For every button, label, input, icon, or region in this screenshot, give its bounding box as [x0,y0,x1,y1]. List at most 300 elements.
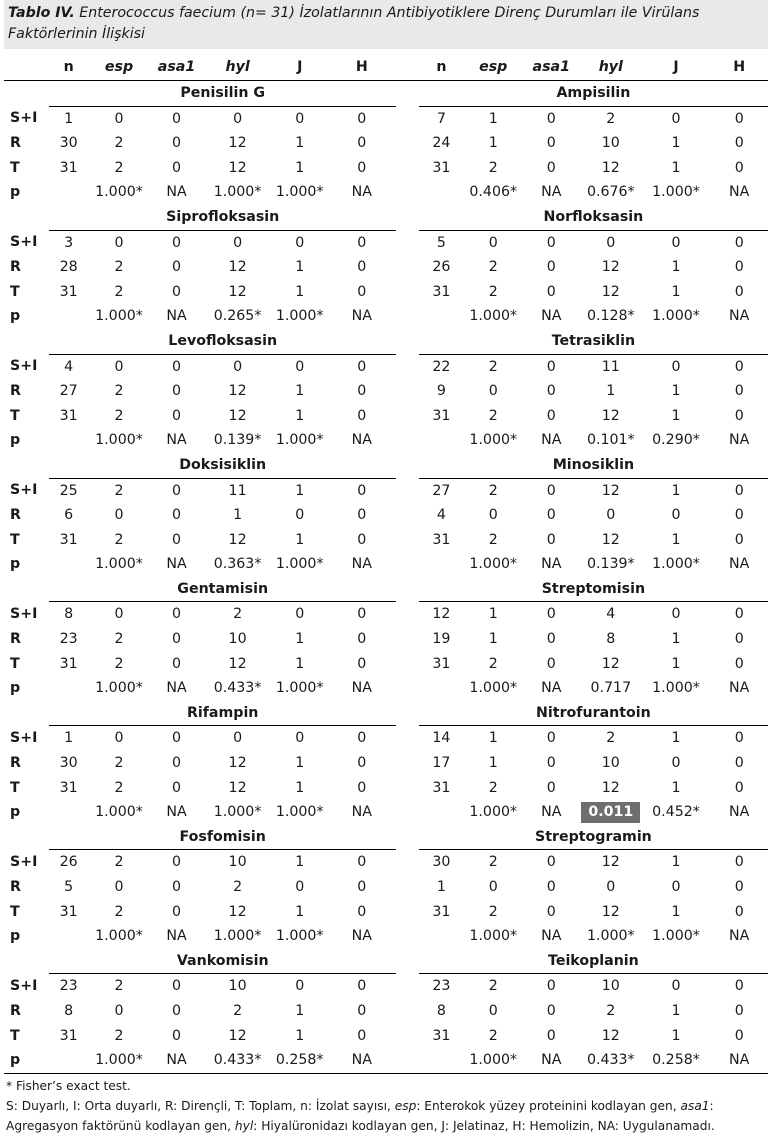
cell-left-esp: 2 [114,531,124,548]
cell-left-j: 0 [295,234,305,251]
cell-right-n: 31 [432,1027,451,1044]
cell-right-j: 1.000* [652,928,700,945]
header-j-right: J [642,55,711,81]
cell-left-asa1: 0 [171,903,181,920]
cell-left-hyl: 12 [228,407,247,424]
cell-left-hyl: 2 [233,606,243,623]
cell-right-asa1: NA [541,308,562,325]
column-gap [396,528,419,553]
cell-left-asa1: 0 [171,383,181,400]
column-gap [396,552,419,577]
cell-right-esp: 2 [488,978,498,995]
cell-right-esp: 2 [488,779,498,796]
cell-right-hyl: 12 [601,283,620,300]
drug-title-pad [4,81,49,107]
row-label: T [10,779,20,796]
cell-right-n: 12 [432,606,451,623]
cell-right-n: 31 [432,655,451,672]
drug-title-pad [4,329,49,354]
cell-right-h: 0 [734,135,744,152]
cell-left-h: 0 [357,482,367,499]
column-gap [396,404,419,429]
cell-right-esp: 2 [488,283,498,300]
data-row [4,230,768,255]
header-asa1-left: asa1 [150,55,203,81]
cell-left-asa1: 0 [171,234,181,251]
cell-right-asa1: 0 [546,531,556,548]
cell-left-n: 31 [59,903,78,920]
cell-left-j: 1 [295,854,305,871]
cell-left-n: 23 [59,978,78,995]
cell-right-hyl: 10 [601,135,620,152]
data-row [4,131,768,156]
table-footnote [4,1076,768,1136]
cell-left-hyl: 0.433* [213,680,262,697]
cell-right-esp: 1 [488,730,498,747]
cell-left-esp: 1.000* [95,184,143,201]
drug-title-row [4,701,768,726]
cell-right-asa1: 0 [546,755,556,772]
column-gap [396,701,419,726]
data-row [4,304,768,329]
cell-right-h: NA [710,1048,768,1073]
resistance-virulence-table [4,55,768,1074]
cell-left-asa1: NA [166,804,187,821]
column-gap [396,602,419,627]
cell-left-hyl: 0 [233,730,243,747]
column-gap [396,131,419,156]
cell-right-j: 0.452* [652,804,700,821]
cell-left-asa1: NA [166,928,187,945]
header-asa1-right: asa1 [523,55,581,81]
cell-left-n [49,552,88,577]
cell-right-esp: 1 [488,631,498,648]
cell-right-h: 0 [734,606,744,623]
cell-left-hyl: 12 [228,135,247,152]
cell-left-j: 1.000* [275,680,324,697]
data-row [4,180,768,205]
cell-left-h: 0 [357,531,367,548]
cell-left-hyl: 0.139* [213,432,262,449]
drug-title-row [4,81,768,107]
row-label: R [10,631,21,648]
cell-left-n [49,304,88,329]
cell-left-n: 1 [64,730,74,747]
row-label: S+I [10,358,38,375]
cell-right-esp: 1.000* [469,432,518,449]
cell-right-n: 7 [436,110,446,127]
cell-right-j: 0 [671,978,681,995]
cell-right-j: 1 [671,655,681,672]
data-row [4,379,768,404]
header-gap [396,55,419,81]
row-label: R [10,1002,21,1019]
drug-name-left: Rifampin [49,701,396,726]
cell-left-hyl: 12 [228,755,247,772]
cell-left-h: 0 [357,655,367,672]
cell-right-n: 31 [432,531,451,548]
cell-right-asa1: 0 [546,730,556,747]
cell-left-hyl: 11 [228,482,247,499]
cell-right-j: 0.258* [642,1048,711,1073]
cell-left-esp: 2 [114,854,124,871]
cell-right-h: 0 [734,854,744,871]
cell-right-n: 24 [432,135,451,152]
cell-left-n: 31 [59,655,78,672]
cell-right-asa1: 0 [546,1027,556,1044]
cell-left-esp: 2 [114,159,124,176]
cell-left-j: 0 [295,110,305,127]
cell-right-j: 1 [671,903,681,920]
row-label: p [10,308,21,325]
cell-right-h: 0 [734,755,744,772]
column-gap [396,478,419,503]
drug-name-left: Doksisiklin [49,453,396,478]
cell-right-hyl: 0 [606,507,616,524]
column-gap [396,329,419,354]
cell-right-esp: 1 [488,135,498,152]
cell-right-esp: 0 [488,1002,498,1019]
footnote-text: Agregasyon faktörünü kodlayan gen, [6,1118,235,1133]
cell-left-n [49,800,88,825]
cell-right-asa1: 0 [546,407,556,424]
cell-right-esp: 2 [488,407,498,424]
row-label: R [10,755,21,772]
cell-right-hyl: 1.000* [586,928,635,945]
cell-right-hyl: 2 [606,730,616,747]
cell-left-esp: 2 [114,482,124,499]
cell-right-j: 1 [671,730,681,747]
cell-right-j: 1 [671,259,681,276]
cell-right-esp: 0.406* [469,184,518,201]
cell-right-hyl: 0.101* [586,432,635,449]
drug-title-pad [4,453,49,478]
cell-right-hyl: 12 [601,159,620,176]
cell-right-esp: 1.000* [469,928,518,945]
data-row [4,602,768,627]
footnote-term: asa1 [680,1098,710,1113]
row-label: p [4,1048,49,1073]
footnote-text: : Hiyalüronidazı kodlayan gen, J: Jelatinaz, H: Hemolizin, NA: Uygulanamadı. [253,1118,715,1133]
cell-left-esp: 1.000* [95,680,143,697]
cell-right-asa1: 0 [546,507,556,524]
cell-right-hyl: 0.433* [580,1048,642,1073]
data-row [4,751,768,776]
data-row [4,354,768,379]
drug-title-row [4,329,768,354]
column-gap [396,900,419,925]
data-row [4,503,768,528]
cell-right-n: 5 [436,234,446,251]
cell-right-esp: 2 [488,903,498,920]
cell-left-j: 1.000* [275,804,324,821]
cell-left-esp: 0 [114,507,124,524]
cell-right-hyl: 0.676* [586,184,635,201]
cell-right-n: 9 [436,383,446,400]
significant-p-value-highlight: 0.011 [581,802,640,823]
drug-title-row [4,577,768,602]
cell-right-n [419,304,464,329]
row-label: p [10,680,21,697]
data-row [4,627,768,652]
cell-left-esp: 0 [114,1002,124,1019]
cell-right-j: 0.290* [652,432,700,449]
cell-left-j: 0 [295,358,305,375]
cell-left-hyl: 12 [228,779,247,796]
cell-left-asa1: 0 [171,507,181,524]
cell-left-asa1: 0 [171,407,181,424]
drug-name-right: Nitrofurantoin [419,701,768,726]
cell-right-n: 4 [436,507,446,524]
cell-left-h: 0 [357,779,367,796]
cell-right-esp: 1.000* [469,556,518,573]
cell-right-hyl: 12 [601,779,620,796]
cell-right-h: 0 [734,283,744,300]
row-label: S+I [10,482,38,499]
cell-right-n: 30 [432,854,451,871]
cell-right-j: 0 [671,879,681,895]
footnote-abbreviations-line-2 [6,1116,766,1136]
cell-right-h: 0 [734,358,744,375]
drug-name-right: Minosiklin [419,453,768,478]
column-gap [396,453,419,478]
cell-right-hyl: 12 [601,482,620,499]
cell-left-hyl: 10 [228,854,247,871]
cell-right-esp: 1 [488,755,498,772]
cell-right-h: 0 [734,507,744,524]
cell-left-asa1: NA [150,1048,203,1073]
cell-left-j: 0 [295,978,305,995]
table-body [4,55,768,1073]
cell-right-h: 0 [734,407,744,424]
cell-left-j: 1.000* [275,432,324,449]
column-gap [396,577,419,602]
cell-left-esp: 1.000* [95,432,143,449]
row-label: R [10,507,21,524]
row-label: R [10,879,21,895]
column-gap [396,205,419,230]
cell-right-asa1: NA [541,680,562,697]
cell-left-h: NA [351,432,372,449]
cell-left-asa1: 0 [171,1002,181,1019]
cell-right-h: 0 [734,655,744,672]
cell-left-h: 0 [357,606,367,623]
cell-right-esp: 0 [488,234,498,251]
cell-right-j: 0 [671,755,681,772]
data-row [4,800,768,825]
cell-right-esp: 1 [488,606,498,623]
header-h-left: H [327,55,396,81]
row-label: T [10,283,20,300]
cell-left-hyl: 0 [233,110,243,127]
cell-left-asa1: 0 [171,631,181,648]
column-gap [396,875,419,900]
cell-right-h: 0 [734,779,744,796]
footnote-term: esp [394,1098,417,1113]
cell-left-h: NA [351,308,372,325]
cell-right-h: 0 [734,159,744,176]
column-gap [396,180,419,205]
cell-right-hyl: 12 [601,1027,620,1044]
cell-left-h: 0 [357,159,367,176]
cell-right-j: 1 [671,779,681,796]
cell-right-asa1: 0 [546,110,556,127]
cell-right-n: 22 [432,358,451,375]
cell-right-hyl: 2 [606,1002,616,1019]
cell-right-esp: 1.000* [464,1048,523,1073]
cell-left-asa1: 0 [171,259,181,276]
cell-left-asa1: 0 [171,606,181,623]
header-esp-right: esp [464,55,523,81]
cell-left-n: 31 [59,283,78,300]
column-gap [396,726,419,751]
cell-left-asa1: 0 [171,779,181,796]
cell-left-j: 1 [295,283,305,300]
cell-right-hyl: 0 [606,879,616,895]
cell-right-asa1: 0 [546,159,556,176]
cell-right-asa1: NA [541,184,562,201]
cell-left-hyl: 0.363* [213,556,262,573]
cell-right-hyl: 0 [606,234,616,251]
drug-title-row [4,949,768,974]
cell-right-j: 1 [671,407,681,424]
row-label: T [10,1027,20,1044]
cell-right-n [419,800,464,825]
cell-left-esp: 2 [114,755,124,772]
cell-left-asa1: 0 [171,110,181,127]
cell-right-j: 1.000* [652,680,700,697]
footnote-fisher: * Fisher’s exact test. [6,1078,131,1093]
cell-right-asa1: 0 [546,978,556,995]
data-row [4,1024,768,1049]
cell-right-hyl: 1 [606,383,616,400]
column-gap [396,255,419,280]
drug-title-pad [4,825,49,850]
cell-right-hyl: 11 [601,358,620,375]
cell-right-esp: 0 [488,383,498,400]
cell-left-n [49,1048,88,1073]
cell-right-esp: 2 [488,854,498,871]
cell-right-hyl: 4 [606,606,616,623]
cell-left-hyl: 2 [233,1002,243,1019]
cell-right-esp: 1.000* [469,308,518,325]
cell-left-esp: 1.000* [88,1048,150,1073]
footnote-text: S: Duyarlı, I: Orta duyarlı, R: Dirençli, T: Toplam, n: İzolat sayısı, [6,1098,395,1113]
cell-right-n: 23 [432,978,451,995]
column-gap [396,974,419,999]
cell-right-asa1: 0 [546,234,556,251]
footnote-text: : [709,1098,714,1113]
header-hyl-left: hyl [203,55,272,81]
cell-left-h: 0 [357,234,367,251]
footnote-term: hyl [234,1118,254,1133]
cell-right-esp: 0 [488,507,498,524]
column-gap [396,156,419,181]
cell-right-hyl: 0.128* [586,308,635,325]
cell-right-esp: 1.000* [469,804,518,821]
cell-right-esp: 0 [488,879,498,895]
cell-right-n: 19 [432,631,451,648]
column-gap [396,776,419,801]
cell-right-hyl: 12 [601,854,620,871]
cell-right-j: 1 [671,1027,681,1044]
row-label: S+I [10,606,38,623]
header-row [4,55,768,81]
row-label: S+I [10,110,38,127]
cell-left-hyl: 12 [228,259,247,276]
cell-left-j: 1 [295,135,305,152]
column-gap [396,850,419,875]
cell-right-j: 1 [671,631,681,648]
cell-right-j: 0 [671,606,681,623]
cell-left-n: 5 [64,879,74,895]
cell-left-h: 0 [357,1027,367,1044]
cell-right-j: 1 [671,482,681,499]
cell-left-asa1: 0 [171,854,181,871]
cell-right-n: 14 [432,730,451,747]
row-label: p [10,556,21,573]
cell-left-j: 1 [295,779,305,796]
cell-left-hyl: 10 [228,631,247,648]
cell-right-asa1: 0 [546,854,556,871]
cell-left-esp: 0 [114,606,124,623]
cell-right-j: 1.000* [652,556,700,573]
cell-right-h: NA [729,556,750,573]
data-row [4,106,768,131]
cell-left-h: 0 [357,110,367,127]
drug-name-left: Levofloksasin [49,329,396,354]
cell-right-h: NA [729,804,750,821]
drug-name-right: Streptogramin [419,825,768,850]
cell-left-hyl: 1 [233,507,243,524]
cell-left-esp: 2 [114,259,124,276]
cell-right-esp: 2 [488,531,498,548]
column-gap [396,230,419,255]
header-hyl-right: hyl [580,55,642,81]
cell-right-n [419,552,464,577]
cell-right-asa1: 0 [546,655,556,672]
cell-left-n: 31 [59,159,78,176]
cell-left-esp: 2 [114,903,124,920]
header-j-left: J [272,55,327,81]
cell-left-j: 1 [295,1002,305,1019]
drug-title-pad [4,577,49,602]
cell-right-h: 0 [734,903,744,920]
cell-right-h: 0 [734,531,744,548]
cell-left-asa1: NA [166,432,187,449]
cell-right-h: 0 [734,631,744,648]
cell-left-esp: 0 [114,110,124,127]
cell-left-h: 0 [357,978,367,995]
cell-right-n: 31 [432,283,451,300]
cell-left-j: 1.000* [275,184,324,201]
cell-left-esp: 0 [114,730,124,747]
cell-left-esp: 2 [114,655,124,672]
data-row [4,776,768,801]
drug-title-pad [4,205,49,230]
cell-left-asa1: 0 [171,879,181,895]
cell-left-n: 4 [64,358,74,375]
table-caption [4,0,768,49]
cell-left-hyl: 2 [233,879,243,895]
cell-left-asa1: NA [166,184,187,201]
cell-right-hyl: 12 [601,903,620,920]
cell-left-n: 31 [59,531,78,548]
cell-right-n: 31 [432,779,451,796]
cell-left-asa1: 0 [171,1027,181,1044]
column-gap [396,280,419,305]
cell-left-n: 8 [64,1002,74,1019]
